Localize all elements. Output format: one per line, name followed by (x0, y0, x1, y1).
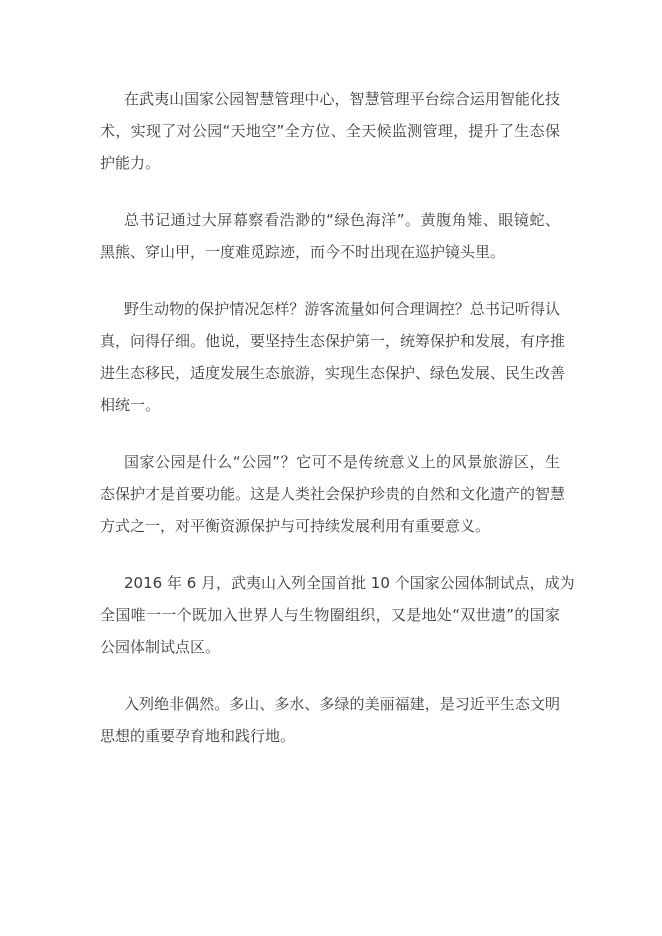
paragraph (100, 293, 566, 421)
paragraph (100, 446, 566, 542)
document-body (100, 83, 575, 777)
paragraph-line: 方式之一，对平衡资源保护与可持续发展利用有重要意义。 (100, 517, 491, 535)
paragraph-line: 全国唯一一个既加入世界人与生物圈组织，又是地处“双世遗”的国家 (100, 606, 560, 624)
paragraph-line: 公园体制试点区。 (100, 638, 221, 656)
paragraph-line: 在武夷山国家公园智慧管理中心，智慧管理平台综合运用智能化技 (124, 90, 560, 108)
paragraph-line: 相统一。 (100, 396, 161, 414)
paragraph (100, 83, 560, 179)
paragraph-line: 国家公园是什么“公园”？它可不是传统意义上的风景旅游区，生 (124, 453, 560, 471)
paragraph-line: 入列绝非偶然。多山、多水、多绿的美丽福建，是习近平生态文明 (124, 695, 560, 713)
paragraph (100, 567, 575, 663)
paragraph-line: 黑熊、穿山甲，一度难觅踪迹，而今不时出现在巡护镜头里。 (100, 243, 506, 261)
paragraph-line: 2016 年 6 月，武夷山入列全国首批 10 个国家公园体制试点，成为 (124, 574, 575, 592)
paragraph-line: 护能力。 (100, 154, 161, 172)
paragraph-line: 野生动物的保护情况怎样？游客流量如何合理调控？总书记听得认 (124, 300, 560, 318)
paragraph-line: 进生态移民，适度发展生态旅游，实现生态保护、绿色发展、民生改善 (100, 364, 566, 382)
paragraph-line: 真，问得仔细。他说，要坚持生态保护第一，统筹保护和发展，有序推 (100, 332, 566, 350)
paragraph-line: 术，实现了对公园“天地空”全方位、全天候监测管理，提升了生态保 (100, 122, 560, 140)
paragraph-line: 思想的重要孕育地和践行地。 (100, 727, 296, 745)
paragraph (100, 204, 560, 268)
paragraph-line: 总书记通过大屏幕察看浩渺的“绿色海洋”。黄腹角雉、眼镜蛇、 (124, 211, 560, 229)
paragraph-line: 态保护才是首要功能。这是人类社会保护珍贵的自然和文化遗产的智慧 (100, 485, 566, 503)
paragraph (100, 688, 560, 752)
